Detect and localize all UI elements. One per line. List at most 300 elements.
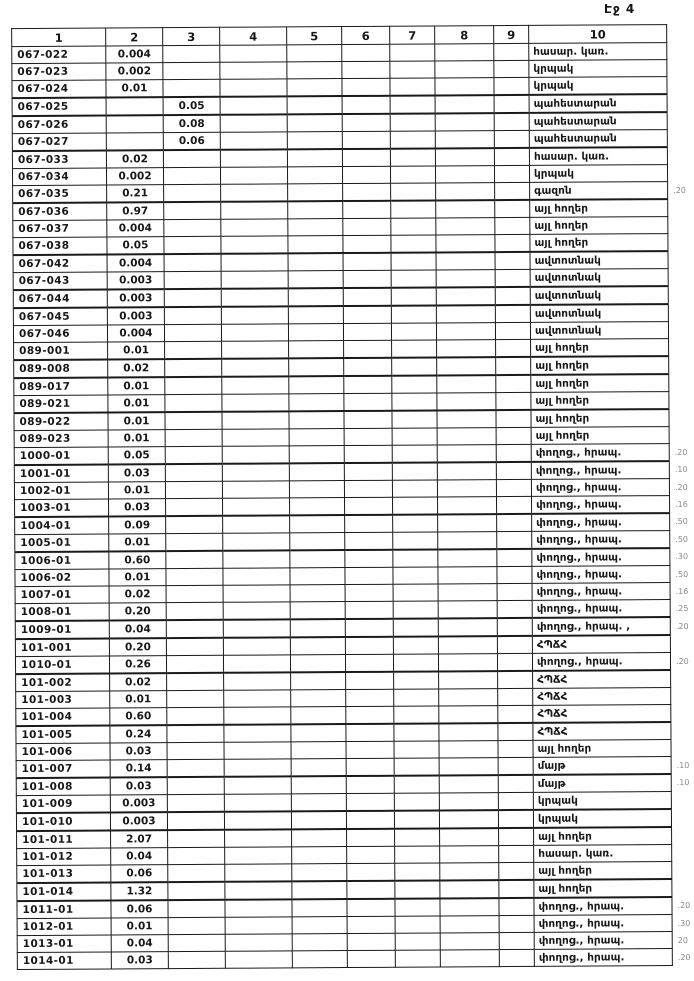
handwritten-margin-note	[671, 670, 693, 688]
col7-empty-cell	[395, 880, 440, 898]
area-value-cell: 0.004	[107, 254, 164, 272]
handwritten-margin-note	[671, 722, 693, 740]
handwritten-margin-note	[669, 391, 691, 409]
col4-empty-cell	[222, 446, 289, 464]
col7-empty-cell	[393, 567, 438, 584]
handwritten-margin-note: .20	[677, 901, 691, 911]
col8-empty-cell	[440, 828, 499, 846]
col3-value-cell	[166, 602, 223, 620]
area-value-cell: 0.05	[108, 447, 165, 465]
col5-empty-cell	[290, 498, 345, 516]
col3-value-cell	[164, 184, 221, 202]
handwritten-margin-note	[669, 374, 691, 392]
col8-empty-cell	[438, 514, 497, 532]
col4-empty-cell	[221, 324, 288, 341]
col8-empty-cell	[436, 200, 495, 218]
land-use-cell: փողոց., հրապ.	[534, 932, 672, 950]
parcel-code-cell: 101-001	[15, 638, 109, 656]
col6-empty-cell	[343, 201, 391, 219]
col9-empty-cell	[494, 165, 529, 182]
area-value-cell: 0.02	[110, 673, 167, 691]
land-use-cell: փողոց., հրապ.	[531, 461, 669, 479]
parcel-code-cell: 1007-01	[15, 586, 109, 604]
col4-empty-cell	[222, 376, 289, 394]
handwritten-margin-note	[668, 304, 690, 322]
col6-empty-cell	[343, 253, 391, 271]
col4-empty-cell	[220, 79, 287, 97]
land-use-cell: այլ հողեր	[531, 409, 669, 427]
col5-empty-cell	[289, 481, 344, 498]
col8-empty-cell	[435, 148, 494, 166]
col6-empty-cell	[344, 480, 392, 497]
handwritten-margin-note	[668, 321, 690, 338]
area-value-cell: 2.07	[111, 830, 168, 848]
col3-value-cell	[166, 638, 223, 656]
land-use-cell: փողոց., հրապ.	[532, 513, 670, 531]
parcel-code-cell: 067-026	[12, 116, 106, 134]
col3-value-cell	[163, 167, 220, 184]
col6-empty-cell	[345, 619, 393, 637]
land-use-cell: պահեստարան	[529, 130, 667, 148]
col8-empty-cell	[439, 706, 498, 724]
col3-value-cell	[167, 777, 224, 795]
col5-empty-cell	[292, 934, 347, 951]
col4-empty-cell	[225, 934, 292, 951]
area-value-cell: 0.60	[109, 551, 166, 569]
area-value-cell: 0.24	[110, 725, 167, 743]
header-cell-5: 5	[287, 27, 342, 45]
area-value-cell: 0.004	[106, 46, 163, 63]
parcel-code-cell: 101-004	[16, 708, 110, 726]
area-value-cell: 0.02	[108, 359, 165, 377]
col7-empty-cell	[394, 723, 439, 741]
col8-empty-cell	[438, 654, 497, 672]
col6-empty-cell	[345, 497, 393, 515]
land-use-cell: այլ հողեր	[530, 199, 668, 217]
col5-empty-cell	[289, 376, 344, 394]
parcel-code-cell: 067-033	[12, 151, 106, 169]
parcel-code-cell: 067-034	[12, 168, 106, 186]
col7-empty-cell	[392, 410, 437, 428]
handwritten-margin-note	[671, 809, 693, 827]
col6-empty-cell	[344, 428, 392, 445]
col8-empty-cell	[435, 166, 494, 183]
land-use-cell: այլ հողեր	[530, 217, 668, 235]
land-use-cell: մայթ	[533, 757, 671, 775]
col9-empty-cell	[495, 305, 530, 323]
col3-value-cell	[166, 620, 223, 638]
handwritten-margin-note	[667, 76, 689, 94]
area-value-cell: 0.003	[110, 812, 167, 830]
parcel-code-cell: 067-037	[13, 220, 107, 238]
col8-empty-cell	[436, 235, 495, 253]
parcel-code-cell: 089-023	[14, 430, 108, 448]
land-use-cell: ՀՊՃՀ	[532, 635, 670, 653]
parcel-code-cell: 1005-01	[15, 534, 109, 552]
col4-empty-cell	[224, 759, 291, 777]
parcel-code-cell: 089-008	[14, 359, 108, 378]
col8-empty-cell	[435, 113, 494, 131]
col4-empty-cell	[223, 585, 290, 602]
col6-empty-cell	[345, 654, 393, 672]
parcel-code-cell: 089-017	[14, 377, 108, 395]
area-value-cell: 0.97	[107, 202, 164, 220]
parcel-code-cell: 1001-01	[14, 464, 108, 482]
col5-empty-cell	[288, 253, 343, 271]
col7-empty-cell	[393, 584, 438, 601]
parcel-code-cell: 101-003	[16, 691, 110, 709]
col5-empty-cell	[288, 288, 343, 306]
col8-empty-cell	[438, 567, 497, 584]
col8-empty-cell	[435, 61, 494, 78]
col9-empty-cell	[495, 269, 530, 287]
col4-empty-cell	[223, 602, 290, 620]
col6-empty-cell	[346, 724, 394, 742]
land-use-cell: կրպակ	[533, 792, 671, 810]
col9-empty-cell	[495, 182, 530, 200]
col5-empty-cell	[291, 707, 346, 725]
header-cell-7: 7	[390, 26, 435, 44]
col8-empty-cell	[438, 618, 497, 636]
col4-empty-cell	[225, 881, 292, 899]
col9-empty-cell	[499, 845, 534, 862]
area-value-cell: 0.003	[110, 795, 167, 813]
land-use-cell: փողոց., հրապ.	[531, 496, 669, 514]
col3-value-cell	[165, 464, 222, 482]
col8-empty-cell	[436, 287, 495, 305]
col4-empty-cell	[225, 829, 292, 847]
area-value-cell: 0.04	[111, 935, 168, 952]
col6-empty-cell	[344, 445, 392, 463]
handwritten-margin-note: .10	[676, 760, 690, 770]
col4-empty-cell	[222, 463, 289, 481]
col8-empty-cell	[435, 78, 494, 96]
col3-value-cell	[167, 812, 224, 830]
col3-value-cell	[163, 79, 220, 97]
col3-value-cell	[166, 655, 223, 673]
area-value-cell: 0.01	[109, 534, 166, 552]
col6-empty-cell	[346, 811, 394, 829]
handwritten-margin-note	[667, 112, 689, 130]
handwritten-margin-note	[668, 268, 690, 286]
parcel-code-cell: 101-008	[16, 777, 110, 795]
col4-empty-cell	[224, 742, 291, 759]
col8-empty-cell	[438, 549, 497, 567]
area-value-cell	[106, 133, 163, 151]
area-value-cell: 0.01	[108, 412, 165, 430]
col3-value-cell	[165, 429, 222, 446]
parcel-code-cell: 101-010	[16, 812, 110, 831]
land-use-cell: ՀՊՃՀ	[533, 670, 671, 688]
col4-empty-cell	[222, 429, 289, 446]
col4-empty-cell	[222, 358, 289, 376]
col4-empty-cell	[225, 951, 292, 968]
col8-empty-cell	[439, 810, 498, 828]
col8-empty-cell	[436, 252, 495, 270]
col6-empty-cell	[346, 758, 394, 776]
col4-empty-cell	[221, 288, 288, 306]
col3-value-cell	[164, 271, 221, 289]
col5-empty-cell	[291, 690, 346, 707]
header-cell-3: 3	[163, 27, 220, 45]
col8-empty-cell	[440, 846, 499, 863]
parcel-code-cell: 1012-01	[17, 918, 111, 936]
col8-empty-cell	[439, 671, 498, 689]
col8-empty-cell	[439, 689, 498, 706]
col6-empty-cell	[347, 950, 395, 967]
parcel-code-cell: 101-007	[16, 760, 110, 778]
land-use-cell: ավտոտնակ	[530, 304, 668, 322]
col5-empty-cell	[292, 917, 347, 934]
col6-empty-cell	[344, 376, 392, 394]
col3-value-cell	[166, 533, 223, 551]
parcel-code-cell: 1002-01	[14, 482, 108, 500]
handwritten-margin-note: .20	[673, 185, 686, 195]
col7-empty-cell	[394, 793, 439, 811]
col4-empty-cell	[225, 917, 292, 934]
col4-empty-cell	[223, 533, 290, 551]
parcel-code-cell: 1010-01	[15, 656, 109, 674]
col5-empty-cell	[289, 429, 344, 446]
land-use-cell: ՀՊՃՀ	[533, 722, 671, 740]
land-use-cell: փողոց., հրապ.	[534, 915, 672, 933]
area-value-cell: 0.01	[108, 482, 165, 499]
col8-empty-cell	[438, 584, 497, 601]
area-value-cell: 0.02	[109, 586, 166, 603]
parcel-code-cell: 1004-01	[15, 516, 109, 534]
col6-empty-cell	[347, 846, 395, 863]
col9-empty-cell	[498, 688, 533, 705]
col3-value-cell	[164, 307, 221, 325]
handwritten-margin-note: .16	[675, 586, 689, 596]
col5-empty-cell	[288, 306, 343, 324]
header-cell-6: 6	[342, 26, 390, 44]
col3-value-cell	[167, 690, 224, 707]
col6-empty-cell	[346, 793, 394, 811]
col4-empty-cell	[220, 167, 287, 184]
land-use-cell: փողոց., հրապ.	[531, 479, 669, 497]
col8-empty-cell	[436, 305, 495, 323]
col9-empty-cell	[499, 915, 534, 932]
land-use-cell: պահեստարան	[529, 94, 667, 113]
col3-value-cell	[164, 324, 221, 341]
col4-empty-cell	[220, 114, 287, 132]
col3-value-cell	[163, 62, 220, 79]
col8-empty-cell	[437, 393, 496, 411]
col8-empty-cell	[436, 218, 495, 235]
col7-empty-cell	[391, 305, 436, 323]
col9-empty-cell	[496, 392, 531, 410]
col7-empty-cell	[392, 480, 437, 497]
col9-empty-cell	[498, 671, 533, 689]
col4-empty-cell	[222, 411, 289, 429]
col9-empty-cell	[499, 880, 534, 898]
col8-empty-cell	[435, 95, 494, 113]
area-value-cell: 0.03	[111, 952, 168, 969]
col8-empty-cell	[440, 950, 499, 967]
col7-empty-cell	[394, 758, 439, 776]
parcel-code-cell: 101-014	[17, 882, 111, 901]
col3-value-cell	[165, 412, 222, 430]
col3-value-cell	[166, 516, 223, 534]
col9-empty-cell	[497, 496, 532, 514]
col4-empty-cell	[225, 899, 292, 917]
col5-empty-cell	[287, 114, 342, 132]
handwritten-margin-note	[667, 147, 689, 165]
land-use-cell: գազոն	[530, 182, 668, 200]
col7-empty-cell	[395, 863, 440, 881]
col4-empty-cell	[221, 201, 288, 219]
col3-value-cell	[164, 236, 221, 254]
table-row	[17, 948, 694, 969]
parcel-code-cell: 067-046	[13, 325, 107, 343]
parcel-code-cell: 067-045	[13, 307, 107, 325]
col8-empty-cell	[435, 44, 494, 61]
col3-value-cell	[166, 585, 223, 602]
col6-empty-cell	[344, 411, 392, 429]
col8-empty-cell	[438, 532, 497, 550]
parcel-code-cell: 1003-01	[15, 499, 109, 517]
col6-empty-cell	[345, 637, 393, 655]
col9-empty-cell	[496, 444, 531, 462]
handwritten-margin-note: .50	[675, 569, 689, 579]
col6-empty-cell	[342, 61, 390, 78]
col9-empty-cell	[496, 339, 531, 357]
land-use-cell: ավտոտնակ	[530, 269, 668, 287]
col4-empty-cell	[223, 550, 290, 568]
parcel-code-cell: 067-022	[12, 46, 106, 64]
col6-empty-cell	[344, 358, 392, 376]
col7-empty-cell	[395, 898, 440, 916]
handwritten-margin-note: .16	[675, 499, 688, 509]
area-value-cell: 0.01	[111, 918, 168, 935]
land-use-cell: ՀՊՃՀ	[533, 688, 671, 706]
col5-empty-cell	[291, 724, 346, 742]
parcel-code-cell: 089-022	[14, 412, 108, 430]
col5-empty-cell	[289, 463, 344, 481]
col3-value-cell	[165, 394, 222, 412]
col3-value-cell	[168, 882, 225, 900]
col7-empty-cell	[390, 113, 435, 131]
col4-empty-cell	[225, 847, 292, 864]
col9-empty-cell	[498, 810, 533, 828]
col8-empty-cell	[439, 723, 498, 741]
col9-empty-cell	[494, 113, 529, 131]
col9-empty-cell	[497, 566, 532, 583]
col7-empty-cell	[390, 44, 435, 61]
land-use-cell: այլ հողեր	[534, 827, 672, 845]
area-value-cell: 0.004	[107, 220, 164, 237]
col7-empty-cell	[390, 166, 435, 183]
col4-empty-cell	[220, 132, 287, 150]
handwritten-margin-note	[670, 635, 692, 653]
area-value-cell: 0.01	[106, 80, 163, 98]
land-use-cell: այլ հողեր	[531, 392, 669, 410]
col3-value-cell	[168, 900, 225, 918]
handwritten-margin-note: .10	[676, 778, 690, 788]
col8-empty-cell	[437, 340, 496, 358]
area-value-cell: 0.06	[111, 900, 168, 918]
col6-empty-cell	[344, 463, 392, 481]
col7-empty-cell	[391, 200, 436, 218]
parcel-code-cell: 067-024	[12, 80, 106, 98]
col9-empty-cell	[494, 148, 529, 166]
area-value-cell: 0.60	[110, 708, 167, 726]
handwritten-margin-note	[667, 164, 689, 181]
handwritten-margin-note	[672, 879, 694, 897]
col6-empty-cell	[343, 235, 391, 253]
handwritten-margin-note	[668, 233, 690, 251]
col9-empty-cell	[494, 95, 529, 113]
col8-empty-cell	[440, 916, 499, 933]
col9-empty-cell	[496, 462, 531, 480]
land-use-cell: փողոց., հրապ.	[532, 548, 670, 566]
col6-empty-cell	[344, 340, 392, 358]
col8-empty-cell	[440, 863, 499, 881]
col4-empty-cell	[220, 45, 287, 62]
col9-empty-cell	[498, 740, 533, 757]
handwritten-margin-note	[667, 129, 689, 147]
col5-empty-cell	[287, 167, 342, 184]
col6-empty-cell	[346, 672, 394, 690]
col6-empty-cell	[347, 863, 395, 881]
col7-empty-cell	[393, 654, 438, 672]
col9-empty-cell	[496, 410, 531, 428]
col4-empty-cell	[225, 864, 292, 882]
col3-value-cell	[165, 446, 222, 464]
col6-empty-cell	[342, 78, 390, 96]
parcel-code-cell: 067-025	[12, 98, 106, 117]
col9-empty-cell	[498, 705, 533, 723]
col7-empty-cell	[395, 846, 440, 863]
col4-empty-cell	[222, 481, 289, 498]
area-value-cell: 0.04	[109, 620, 166, 638]
col6-empty-cell	[342, 166, 390, 183]
area-value-cell: 0.03	[110, 743, 167, 760]
col5-empty-cell	[291, 742, 346, 759]
col5-empty-cell	[288, 184, 343, 202]
col5-empty-cell	[290, 619, 345, 637]
col7-empty-cell	[394, 706, 439, 724]
area-value-cell: 1.32	[111, 882, 168, 900]
col5-empty-cell	[291, 759, 346, 777]
parcel-code-cell: 089-001	[14, 342, 108, 360]
land-use-cell: այլ հողեր	[531, 356, 669, 375]
area-value-cell: 0.002	[106, 168, 163, 185]
area-value-cell: 0.05	[107, 237, 164, 255]
parcel-code-cell: 067-038	[13, 237, 107, 255]
area-value-cell: 0.09	[109, 516, 166, 534]
handwritten-margin-note	[669, 338, 691, 356]
area-value-cell: 0.003	[107, 272, 164, 290]
col7-empty-cell	[394, 775, 439, 793]
col6-empty-cell	[343, 270, 391, 288]
handwritten-margin-note: .20	[677, 952, 691, 962]
col9-empty-cell	[498, 723, 533, 741]
col7-empty-cell	[392, 445, 437, 463]
handwritten-margin-note: 20	[677, 935, 688, 945]
col7-empty-cell	[391, 323, 436, 340]
col8-empty-cell	[439, 775, 498, 793]
land-use-cell: ավտոտնակ	[530, 322, 668, 340]
col8-empty-cell	[439, 793, 498, 811]
col3-value-cell	[167, 673, 224, 691]
col5-empty-cell	[289, 341, 344, 359]
col7-empty-cell	[395, 916, 440, 933]
area-value-cell: 0.01	[108, 377, 165, 395]
col3-value-cell	[164, 202, 221, 220]
parcel-code-cell: 1014-01	[17, 952, 111, 970]
